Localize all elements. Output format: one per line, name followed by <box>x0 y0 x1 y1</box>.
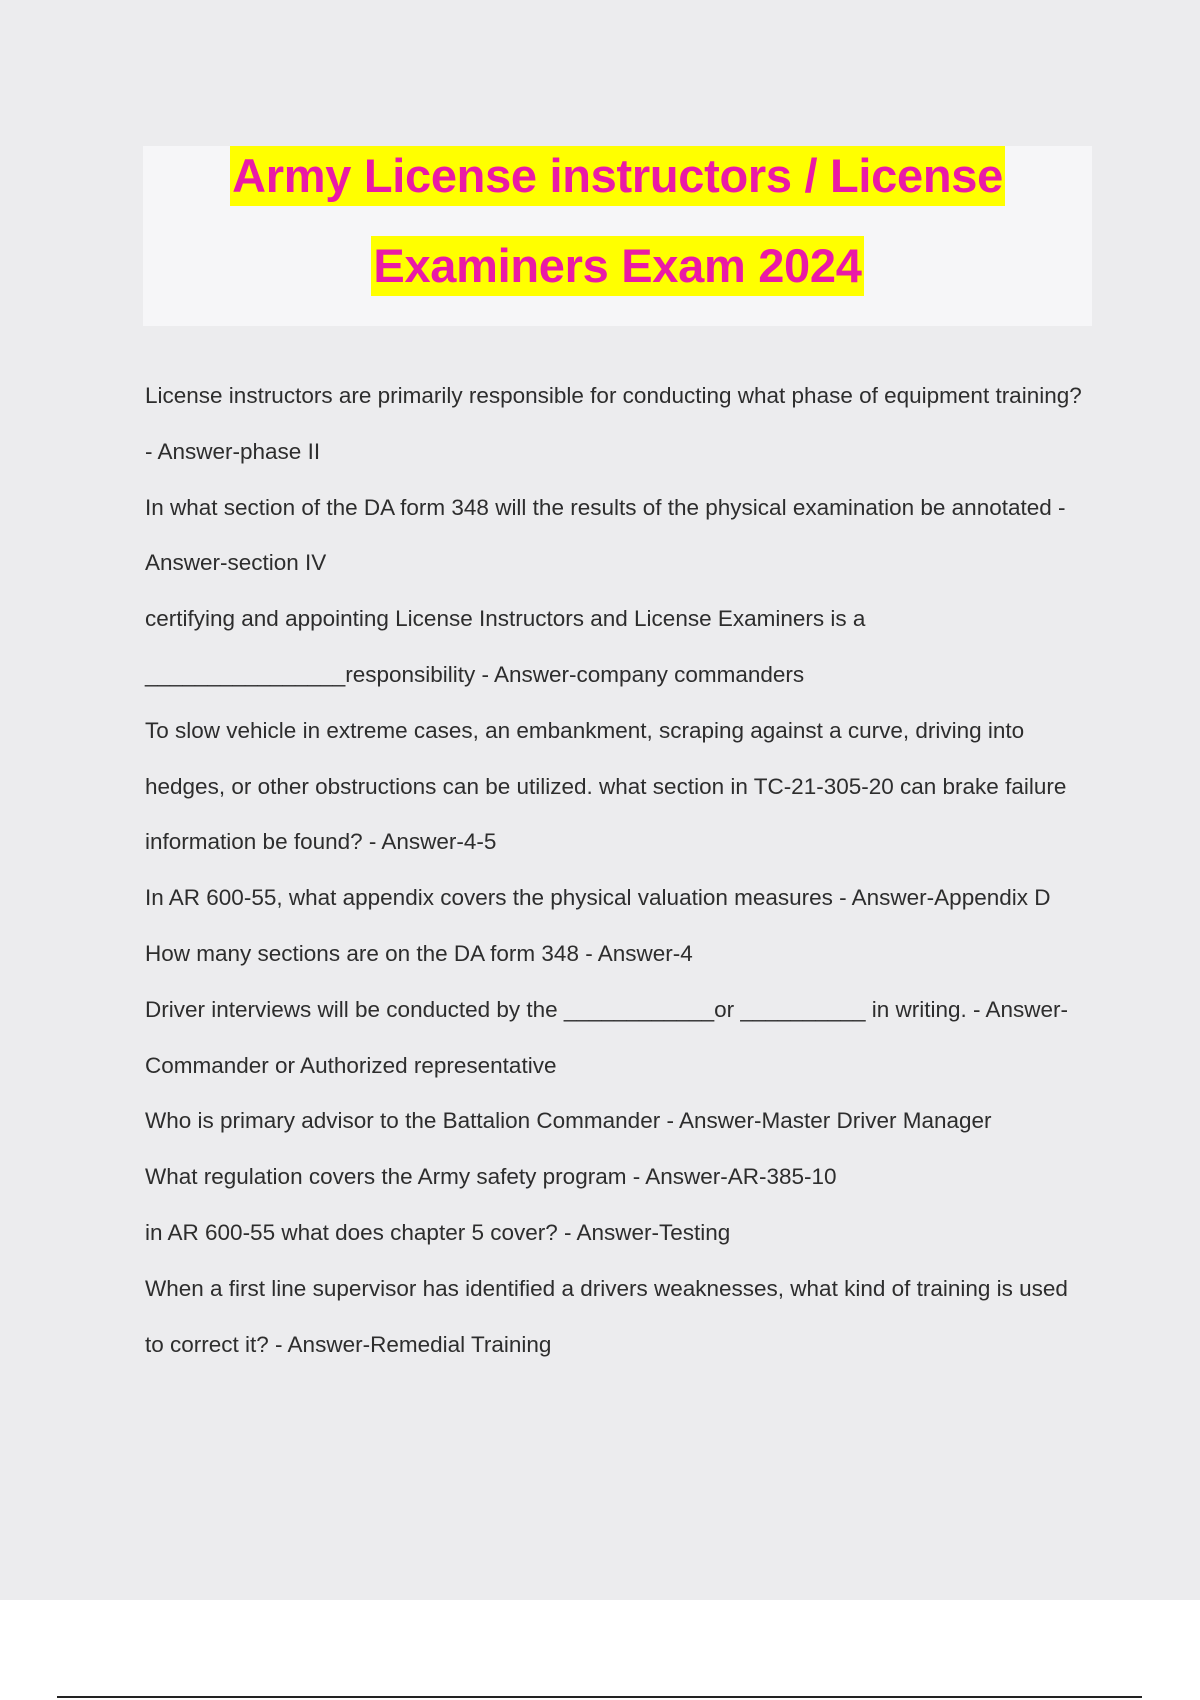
footer-divider <box>57 1696 1142 1698</box>
qa-item: certifying and appointing License Instructors and License Examiners is a ________________responsibility - Answer-company commanders <box>145 606 866 687</box>
qa-item: Who is primary advisor to the Battalion Commander - Answer-Master Driver Manager <box>145 1108 992 1134</box>
qa-item: in AR 600-55 what does chapter 5 cover? - Answer-Testing <box>145 1219 731 1245</box>
page-title-line-2: Examiners Exam 2024 <box>371 236 863 296</box>
qa-item: Driver interviews will be conducted by the ____________or __________ in writing. - Answer-Commander or Authorized representative <box>145 996 1069 1078</box>
page-title-line-1: Army License instructors / License <box>230 146 1005 206</box>
qa-item: License instructors are primarily responsible for conducting what phase of equipment training? - Answer-phase II <box>145 383 1082 464</box>
qa-item: How many sections are on the DA form 348 - Answer-4 <box>145 940 693 966</box>
title-block <box>143 146 1092 326</box>
qa-item: In AR 600-55, what appendix covers the physical valuation measures - Answer-Appendix D <box>145 885 1051 911</box>
question-answer-list <box>145 368 1085 1372</box>
qa-item: In what section of the DA form 348 will the results of the physical examination be annotated - Answer-section IV <box>145 494 1066 576</box>
qa-item: What regulation covers the Army safety program - Answer-AR-385-10 <box>145 1164 837 1190</box>
qa-item: To slow vehicle in extreme cases, an embankment, scraping against a curve, driving into hedges, or other obstructions can be utilized. what section in TC-21-305-20 can brake failure information be found? - Answer-4-5 <box>145 717 1067 855</box>
qa-item: When a first line supervisor has identified a drivers weaknesses, what kind of training is used to correct it? - Answer-Remedial Training <box>145 1275 1068 1357</box>
